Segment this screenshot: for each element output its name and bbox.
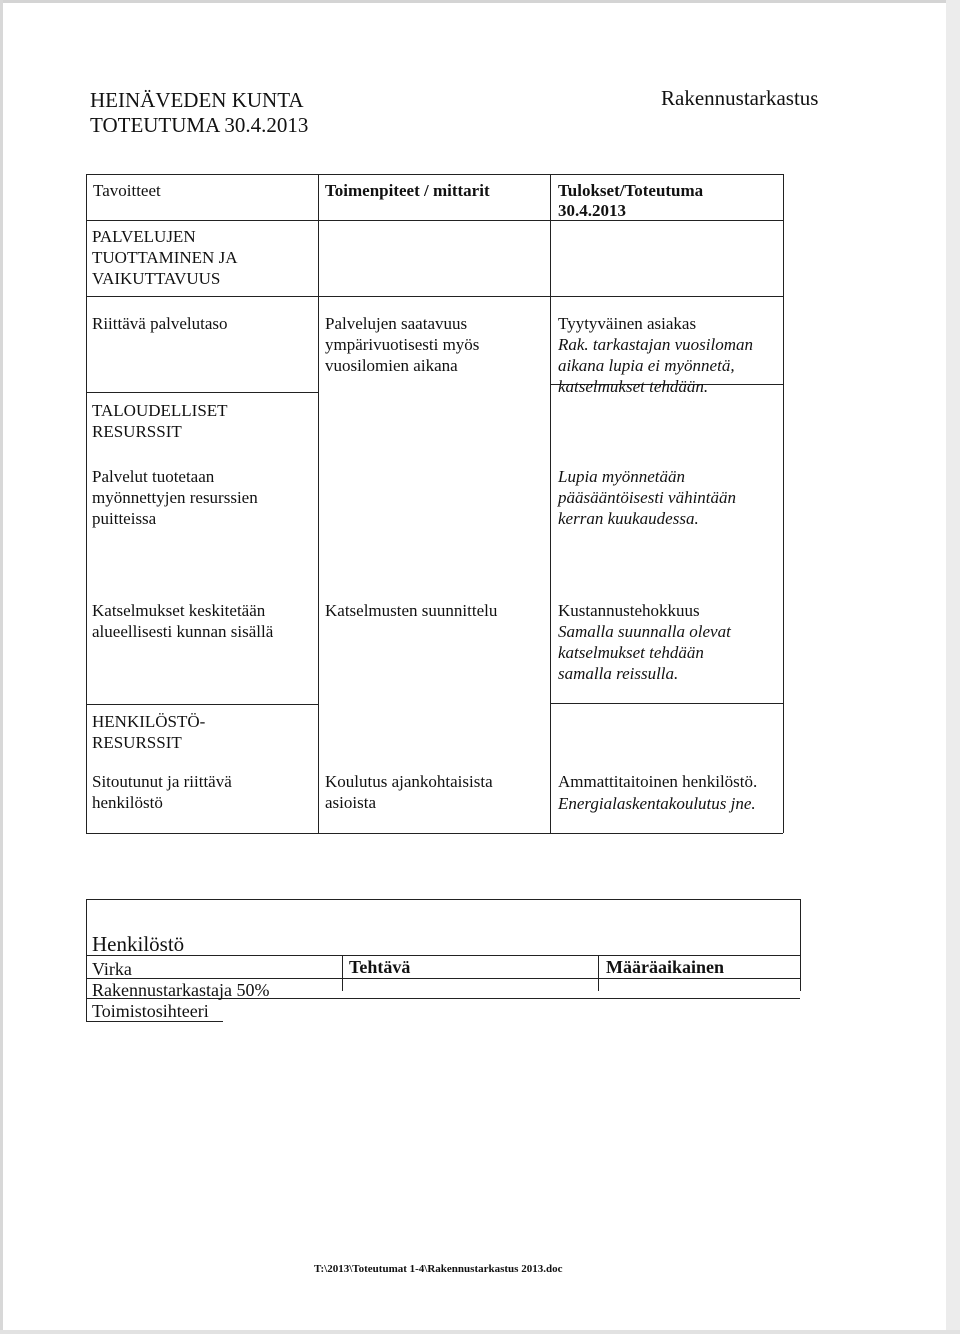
result-note-vacation	[558, 334, 753, 397]
result-note-line: katselmukset tehdään	[558, 643, 704, 662]
section-title-line: TALOUDELLISET	[92, 401, 228, 420]
staff-column-divider	[598, 955, 599, 991]
section3-divider	[86, 704, 318, 705]
column-divider-1	[318, 174, 319, 833]
table-border-left	[86, 174, 87, 833]
section1-divider	[86, 296, 783, 297]
header-row-divider	[86, 220, 783, 221]
result-note-line: Lupia myönnetään	[558, 467, 686, 486]
section-title-line: TUOTTAMINEN JA	[92, 248, 238, 267]
header-measures: Toimenpiteet / mittarit	[325, 181, 490, 200]
section-title-line: HENKILÖSTÖ-	[92, 712, 206, 731]
measure-line: asioista	[325, 793, 376, 812]
result-satisfied-customer: Tyytyväinen asiakas	[558, 314, 697, 333]
header-results-date: 30.4.2013	[558, 201, 626, 220]
result-note-line: katselmukset tehdään.	[558, 377, 709, 396]
goal-resources	[92, 466, 258, 529]
result-note-line: Rak. tarkastajan vuosiloman	[558, 335, 754, 354]
organization-name: HEINÄVEDEN KUNTA	[90, 88, 304, 112]
goal-line: Sitoutunut ja riittävä	[92, 772, 232, 791]
result-cost-efficiency: Kustannustehokkuus	[558, 601, 700, 620]
result-note-line: aikana lupia ei myönnetä,	[558, 356, 735, 375]
staff-row-building-inspector: Rakennustarkastaja 50%	[92, 980, 270, 1000]
goal-inspections	[92, 600, 273, 642]
staff-border-left	[86, 899, 87, 1021]
goal-service-level: Riittävä palvelutaso	[92, 314, 228, 333]
goal-line: Katselmukset keskitetään	[92, 601, 266, 620]
goal-staff	[92, 771, 232, 813]
staff-header-position: Virka	[92, 959, 132, 979]
result-row3-divider	[550, 703, 783, 704]
section-title-services	[92, 226, 237, 289]
result-note-line: samalla reissulla.	[558, 664, 679, 683]
result-skilled-staff: Ammattitaitoinen henkilöstö.	[558, 772, 758, 791]
measure-line: Koulutus ajankohtaisista	[325, 772, 493, 791]
goal-line: myönnettyjen resurssien	[92, 488, 258, 507]
section-title-line: RESURSSIT	[92, 733, 182, 752]
staff-header-fixed-term: Määräaikainen	[606, 957, 725, 977]
goal-line: henkilöstö	[92, 793, 163, 812]
table-border-top	[86, 174, 783, 175]
scan-edge-top	[0, 0, 960, 3]
result-note-permits	[558, 466, 736, 529]
section-title-line: RESURSSIT	[92, 422, 182, 441]
result-note-line: kerran kuukaudessa.	[558, 509, 699, 528]
header-goals: Tavoitteet	[93, 181, 161, 200]
report-period: TOTEUTUMA 30.4.2013	[90, 113, 309, 137]
goal-line: Palvelut tuotetaan	[92, 467, 215, 486]
staff-row-office-secretary: Toimistosihteeri	[92, 1001, 209, 1021]
measure-line: Palvelujen saatavuus	[325, 314, 468, 333]
staff-border-top	[86, 899, 800, 900]
section-title-line: VAIKUTTAVUUS	[92, 269, 221, 288]
column-divider-2	[550, 174, 551, 833]
goal-line: puitteissa	[92, 509, 157, 528]
staff-border-right	[800, 899, 801, 991]
staff-table-title: Henkilöstö	[92, 932, 185, 956]
result-note-line: Samalla suunnalla olevat	[558, 622, 731, 641]
scan-edge-bottom	[0, 1330, 960, 1334]
goal-line: alueellisesti kunnan sisällä	[92, 622, 274, 641]
measure-inspection-planning: Katselmusten suunnittelu	[325, 601, 498, 620]
measure-line: ympärivuotisesti myös	[325, 335, 480, 354]
result-note-same-trip	[558, 621, 731, 684]
table-border-right	[783, 174, 784, 833]
staff-header-task: Tehtävä	[349, 957, 411, 977]
result-note-line: pääsääntöisesti vähintään	[558, 488, 737, 507]
section-title-line: PALVELUJEN	[92, 227, 196, 246]
department-name: Rakennustarkastus	[661, 86, 819, 110]
table-border-bottom	[86, 833, 783, 834]
result-note-energy-training: Energialaskentakoulutus jne.	[558, 794, 756, 813]
measure-line: vuosilomien aikana	[325, 356, 458, 375]
measure-training	[325, 771, 493, 813]
section-title-economic	[92, 400, 228, 442]
staff-column-divider	[342, 955, 343, 991]
section2-divider	[86, 392, 318, 393]
section-title-personnel	[92, 711, 205, 753]
file-path-footer: T:\2013\Toteutumat 1-4\Rakennustarkastus 2013.doc	[314, 1263, 563, 1275]
measure-availability	[325, 313, 479, 376]
scan-edge-right	[946, 0, 960, 1334]
header-results: Tulokset/Toteutuma	[558, 181, 704, 200]
scan-edge-left	[0, 0, 3, 1334]
